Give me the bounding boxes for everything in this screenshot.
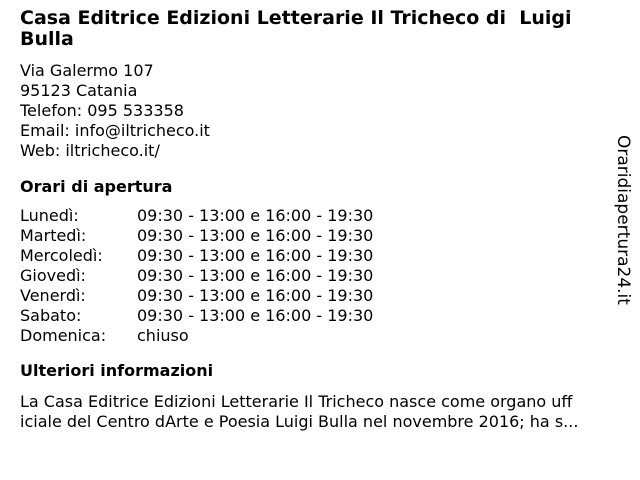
hours-time: 09:30 - 13:00 e 16:00 - 19:30 [137,206,374,225]
hours-row-monday [20,206,612,226]
hours-time: 09:30 - 13:00 e 16:00 - 19:30 [137,246,374,265]
email-line: Email: info@iltricheco.it [20,121,210,140]
hours-row-friday [20,286,612,306]
hours-time: 09:30 - 13:00 e 16:00 - 19:30 [137,306,374,325]
hours-time: 09:30 - 13:00 e 16:00 - 19:30 [137,226,374,245]
shop-card [20,8,612,432]
hours-row-saturday [20,306,612,326]
hours-day: Venerdì: [20,286,86,305]
hours-row-wednesday [20,246,612,266]
info-heading: Ulteriori informazioni [20,361,214,380]
hours-day: Lunedì: [20,206,79,225]
hours-day: Mercoledì: [20,246,103,265]
address-city: 95123 Catania [20,81,138,100]
address-street: Via Galermo 107 [20,61,154,80]
shop-title: Casa Editrice Edizioni Letterarie Il Tricheco di Luigi Bulla [20,7,579,50]
address-block [20,61,612,161]
watermark [610,135,636,315]
hours-day: Domenica: [20,326,107,345]
info-description [20,392,612,432]
hours-heading: Orari di apertura [20,177,173,196]
hours-day: Sabato: [20,306,82,325]
hours-row-thursday [20,266,612,286]
hours-time: 09:30 - 13:00 e 16:00 - 19:30 [137,266,374,285]
hours-day: Martedì: [20,226,87,245]
hours-row-sunday [20,326,612,346]
watermark-text: Oraridiapertura24.it [613,135,633,305]
hours-time: 09:30 - 13:00 e 16:00 - 19:30 [137,286,374,305]
info-line-2: iciale del Centro dArte e Poesia Luigi Bulla nel novembre 2016; ha s... [20,412,579,431]
hours-table [20,206,612,346]
hours-time: chiuso [137,326,189,345]
phone-line: Telefon: 095 533358 [20,101,184,120]
hours-day: Giovedì: [20,266,86,285]
info-line-1: La Casa Editrice Edizioni Letterarie Il Tricheco nasce come organo uff [20,392,573,411]
hours-row-tuesday [20,226,612,246]
web-line: Web: iltricheco.it/ [20,141,160,160]
